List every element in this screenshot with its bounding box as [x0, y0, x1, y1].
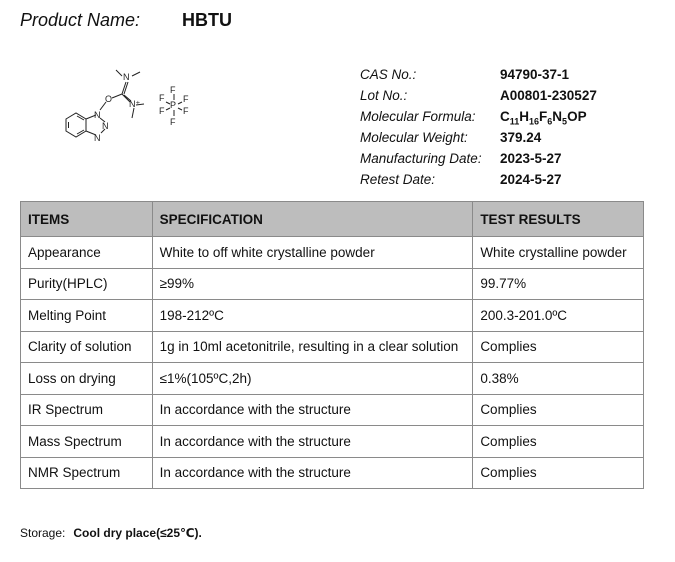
cell-result: White crystalline powder	[473, 237, 644, 269]
cell-spec: ≤1%(105ºC,2h)	[152, 363, 473, 395]
atom-nme2: N	[123, 72, 130, 82]
atom-f-top: F	[170, 85, 176, 95]
cell-item: Mass Spectrum	[21, 426, 153, 458]
atom-f-bottom: F	[170, 117, 176, 127]
table-row	[21, 300, 644, 332]
info-label: Lot No.:	[360, 88, 408, 103]
cell-spec: In accordance with the structure	[152, 426, 473, 458]
cell-result: 99.77%	[473, 268, 644, 300]
cell-spec: 1g in 10ml acetonitrile, resulting in a clear solution	[152, 331, 473, 363]
info-value: 2024-5-27	[500, 172, 562, 187]
cell-item: Appearance	[21, 237, 153, 269]
table-row	[21, 331, 644, 363]
cell-spec: In accordance with the structure	[152, 457, 473, 489]
cell-item: Clarity of solution	[21, 331, 153, 363]
info-label: Retest Date:	[360, 172, 436, 187]
product-name-value: HBTU	[182, 10, 232, 30]
cell-result: Complies	[473, 457, 644, 489]
table-row	[21, 363, 644, 395]
cell-result: Complies	[473, 331, 644, 363]
cell-spec: White to off white crystalline powder	[152, 237, 473, 269]
atom-o: O	[105, 94, 113, 104]
formula-subscript: 6	[547, 116, 553, 127]
cell-result: 200.3-201.0ºC	[473, 300, 644, 332]
formula-subscript: 16	[529, 116, 540, 127]
cell-item: Melting Point	[21, 300, 153, 332]
cell-item: NMR Spectrum	[21, 457, 153, 489]
formula-element: N	[552, 109, 563, 124]
storage-label: Storage:	[20, 526, 66, 540]
atom-n1: N	[94, 110, 101, 120]
header-test-results: TEST RESULTS	[473, 202, 644, 237]
table-header-row	[21, 202, 644, 237]
atom-n3: N	[94, 133, 101, 143]
cell-item: IR Spectrum	[21, 394, 153, 426]
table-row	[21, 394, 644, 426]
hbtu-structure-image	[56, 62, 206, 150]
cell-item: Purity(HPLC)	[21, 268, 153, 300]
formula-subscript: 11	[509, 116, 520, 127]
cell-item: Loss on drying	[21, 363, 153, 395]
cell-spec: 198-212ºC	[152, 300, 473, 332]
cell-result: 0.38%	[473, 363, 644, 395]
atom-nplus: N⁺	[129, 99, 141, 109]
info-label: Molecular Formula:	[360, 109, 476, 124]
atom-f-lr: F	[183, 106, 189, 116]
header-specification: SPECIFICATION	[152, 202, 473, 237]
storage-value: Cool dry place(≤25℃).	[73, 526, 202, 540]
cell-result: Complies	[473, 426, 644, 458]
product-name-label: Product Name:	[20, 10, 141, 30]
atom-f-ll: F	[159, 106, 165, 116]
atom-n2: N	[102, 121, 109, 131]
table-row	[21, 426, 644, 458]
table-row	[21, 457, 644, 489]
info-value: 379.24	[500, 130, 542, 145]
info-value: 94790-37-1	[500, 67, 570, 82]
formula-subscript: 5	[562, 116, 568, 127]
info-value: A00801-230527	[500, 88, 597, 103]
atom-f-ul: F	[159, 93, 165, 103]
info-label: Molecular Weight:	[360, 130, 468, 145]
specification-table	[20, 201, 644, 489]
formula-element: OP	[567, 109, 587, 124]
atom-f-ur: F	[183, 94, 189, 104]
formula-element: H	[519, 109, 530, 124]
storage-note	[20, 526, 202, 540]
formula-element: C	[500, 109, 510, 124]
atom-p: P	[170, 100, 177, 110]
info-label: CAS No.:	[360, 67, 417, 82]
table-row	[21, 237, 644, 269]
cell-spec: In accordance with the structure	[152, 394, 473, 426]
formula-element: F	[539, 109, 548, 124]
info-value: 2023-5-27	[500, 151, 562, 166]
table-row	[21, 268, 644, 300]
header-items: ITEMS	[21, 202, 153, 237]
cell-spec: ≥99%	[152, 268, 473, 300]
info-label: Manufacturing Date:	[360, 151, 482, 166]
cell-result: Complies	[473, 394, 644, 426]
